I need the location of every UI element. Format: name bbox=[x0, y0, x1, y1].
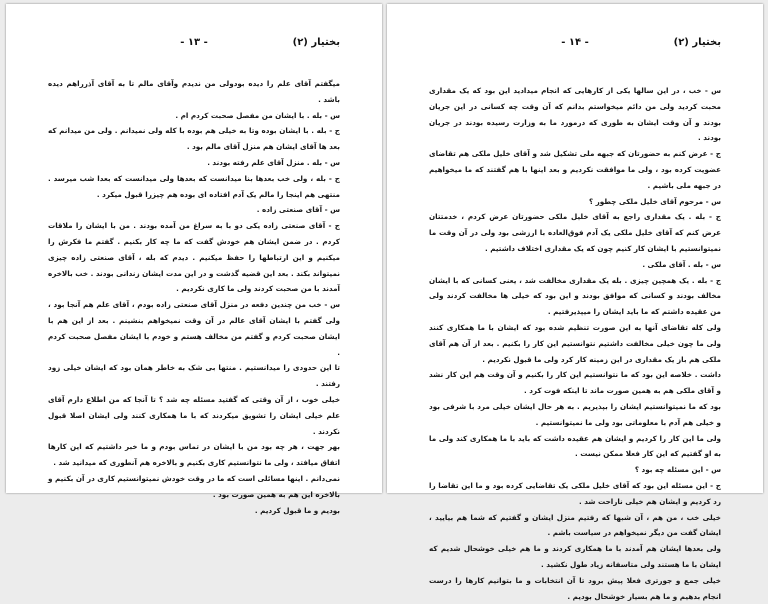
paragraph: خیلی خب ، من هم ، آن شبها که رفتیم منزل ایشان و گفتیم که شما هم بیایید ، ایشان گفت من دیگر نمیخواهم در سیاست باشم . bbox=[429, 512, 721, 538]
paragraph: ج - بله . یک مقداری راجع به آقای خلیل ملکی حضورتان عرض کردم ، خدمتتان عرض کنم که آقای خلیل ملکی یک آدم فوق‌العاده با ارزشی بود ولی در آن وقت ما نمیتوانستیم با ایشان کار کنیم چون که یک مقداری اختلاف داشتیم . bbox=[429, 212, 721, 253]
paragraph: ولی ما این کار را کردیم و ایشان هم عقیده داشت که باید با ما همکاری کند ولی ما به او گفتیم که این کار فعلا ممکن نیست . bbox=[429, 433, 721, 459]
paragraph: تا این حدودی را میدانستیم . منتها بی شک به خاطر همان بود که ایشان خیلی زود رفتند . bbox=[48, 363, 340, 389]
paragraph: س - مرحوم آقای خلیل ملکی چطور ؟ bbox=[588, 196, 721, 206]
page-body bbox=[48, 76, 340, 518]
paragraph: س - بله . منزل آقای علم رفته بودند . bbox=[207, 157, 340, 167]
running-title: بختیار (۲) bbox=[292, 37, 340, 48]
paragraph: س - بله . آقای ملکی . bbox=[642, 259, 721, 269]
page-body bbox=[429, 83, 721, 604]
paragraph: ج - آقای صنعتی زاده یکی دو با به سراغ من آمده بودند . من با ایشان را ملاقات کردم . در ضمن ایشان هم خودش گفت که ما چه کار بکنیم . گفتم ما فکرش را میکنیم و این ارتباطها را حفظ میکنیم . دیدم که بله ، آقای صنعتی زاده چیزی نمیتواند بکند . بعد این قضیه گذشت و در این مدت ایشان زندانی بودند . خب بالاخره آمدند با من صحبت کردند ولی ما کاری نکردیم . bbox=[48, 221, 340, 294]
paragraph: خیلی جمع و جورتری فعلا پیش برود تا آن انتخابات و ما بتوانیم کارها را درست انجام بدهیم و ما هم بسیار خوشحال بودیم . bbox=[429, 575, 721, 601]
paragraph: س - آقای صنعتی زاده . bbox=[256, 205, 340, 215]
paragraph: س - بله . با ایشان من مفصل صحبت کردم ام . bbox=[175, 110, 340, 120]
paragraph: خیلی خوب ، از آن وقتی که گفتید مسئله چه شد ؟ تا آنجا که من اطلاع دارم آقای علم خیلی ایشان را تشویق میکردند که با ما همکاری کنند ولی ایشان اصلا قبول نکردند . bbox=[48, 394, 340, 436]
right-page bbox=[387, 4, 763, 601]
paragraph: ج - این مسئله این بود که آقای خلیل ملکی یک تقاضایی کرده بود و ما این تقاضا را رد کردیم و ایشان هم خیلی ناراحت شد . bbox=[429, 480, 721, 506]
paragraph: داشت . خلاصه این بود که ما نتوانستیم این کار را بکنیم و آن وقت هم این کار نشد و آقای ملکی هم به همین صورت ماند تا اینکه فوت کرد . bbox=[429, 370, 721, 396]
page-header bbox=[429, 37, 721, 51]
page-number: - ۱۴ - bbox=[561, 37, 589, 48]
paragraph: ج - بله . یک همچین چیزی . بله یک مقداری مخالفت شد ، یعنی کسانی که با ایشان مخالف بودند و کسانی که موافق بودند و این بود که خیلی ها مخالفت کردند ولی من عقیده داشتم که ما باید ایشان را میپذیرفتیم . bbox=[429, 275, 721, 317]
paragraph: نمی‌دانم . اینها مسائلی است که ما در وقت خودش نمیتوانستیم کاری در آن بکنیم و بالاخره این هم به همین صورت بود . bbox=[48, 473, 340, 499]
running-title: بختیار (۲) bbox=[673, 37, 721, 48]
page-header bbox=[48, 37, 340, 51]
paragraph: س - این مسئله چه بود ؟ bbox=[634, 465, 721, 475]
paragraph: ولی کله تقاضای آنها به این صورت تنظیم شده بود که ایشان با ما همکاری کنند ولی ما چون خیلی مخالفت داشتیم نتوانستیم این کار را بکنیم . بعد از آن هم آقای ملکی هم باز یک مقداری در این زمینه کار کرد ولی ما قبول نکردیم . bbox=[429, 322, 721, 364]
paragraph: بهر جهت ، هر چه بود من با ایشان در تماس بودم و ما خبر داشتیم که این کارها اتفاق میافتد ، ولی ما نتوانستیم کاری بکنیم و بالاخره هم آنطوری که میدانید شد . bbox=[48, 442, 340, 468]
page-number: - ۱۳ - bbox=[180, 37, 208, 48]
paragraph: میگفتم آقای علم را دیده بودولی من ندیدم وآقای مالم تا به آقای آذرراهم دیده باشد . bbox=[48, 79, 340, 104]
paragraph: بود که ما نمیتوانستیم ایشان را بپذیریم . به هر حال ایشان خیلی مرد با شرفی بود و خیلی هم آدم با معلوماتی بود ولی ما نمیتوانستیم . bbox=[429, 401, 721, 427]
paragraph: ج - بله . با ایشان بوده وتا به خیلی هم بوده با کله ولی نمیدانم . ولی من میدانم که بعد ها آقای ایشان هم منزل آقای مالم بود . bbox=[48, 126, 340, 152]
paragraph: س - خب ، در این سالها یکی از کارهایی که انجام میدادید این بود که یک مقداری محبت کردید ولی من دائم میخواستم بدانم که آن وقت چه کسانی در این جریان بودند و آن وقت ایشان به طوری که درمورد ما به وزارت رسیده بودند در جریان بودند . bbox=[429, 86, 721, 143]
paragraph: ج - بله ، ولی خب بعدها بنا میدانست که بعدها ولی میدانست که بعدا شب میرسد . منتهی هم اینجا را مالم یک آدم افتاده ای بوده هم چیزرا قبول میکرد . bbox=[48, 173, 340, 199]
paragraph: س - خب من چندین دفعه در منزل آقای صنعتی زاده بودم ، آقای علم هم آنجا بود ، ولی گفتم با ایشان آقای عالم در آن وقت نمیخواهم بنشینم . بعد از این هم با ایشان صحبت کردم و گفتم من مخالف هستم و خودم با ایشان مفصل صحبت کردم . bbox=[48, 300, 340, 357]
paragraph: بودیم و ما قبول کردیم . bbox=[254, 505, 340, 515]
paragraph: ولی بعدها ایشان هم آمدند با ما همکاری کردند و ما هم خیلی خوشحال شدیم که ایشان با ما هستند ولی متاسفانه زیاد طول نکشید . bbox=[429, 544, 721, 569]
paragraph: ج - عرض کنم به حضورتان که جبهه ملی تشکیل شد و آقای خلیل ملکی هم تقاضای عضویت کرده بود ، ولی ما موافقت نکردیم و بعد اینها با هم گفتند که ما میخواهیم در جبهه ملی باشیم . bbox=[429, 149, 721, 190]
left-page bbox=[6, 4, 382, 515]
